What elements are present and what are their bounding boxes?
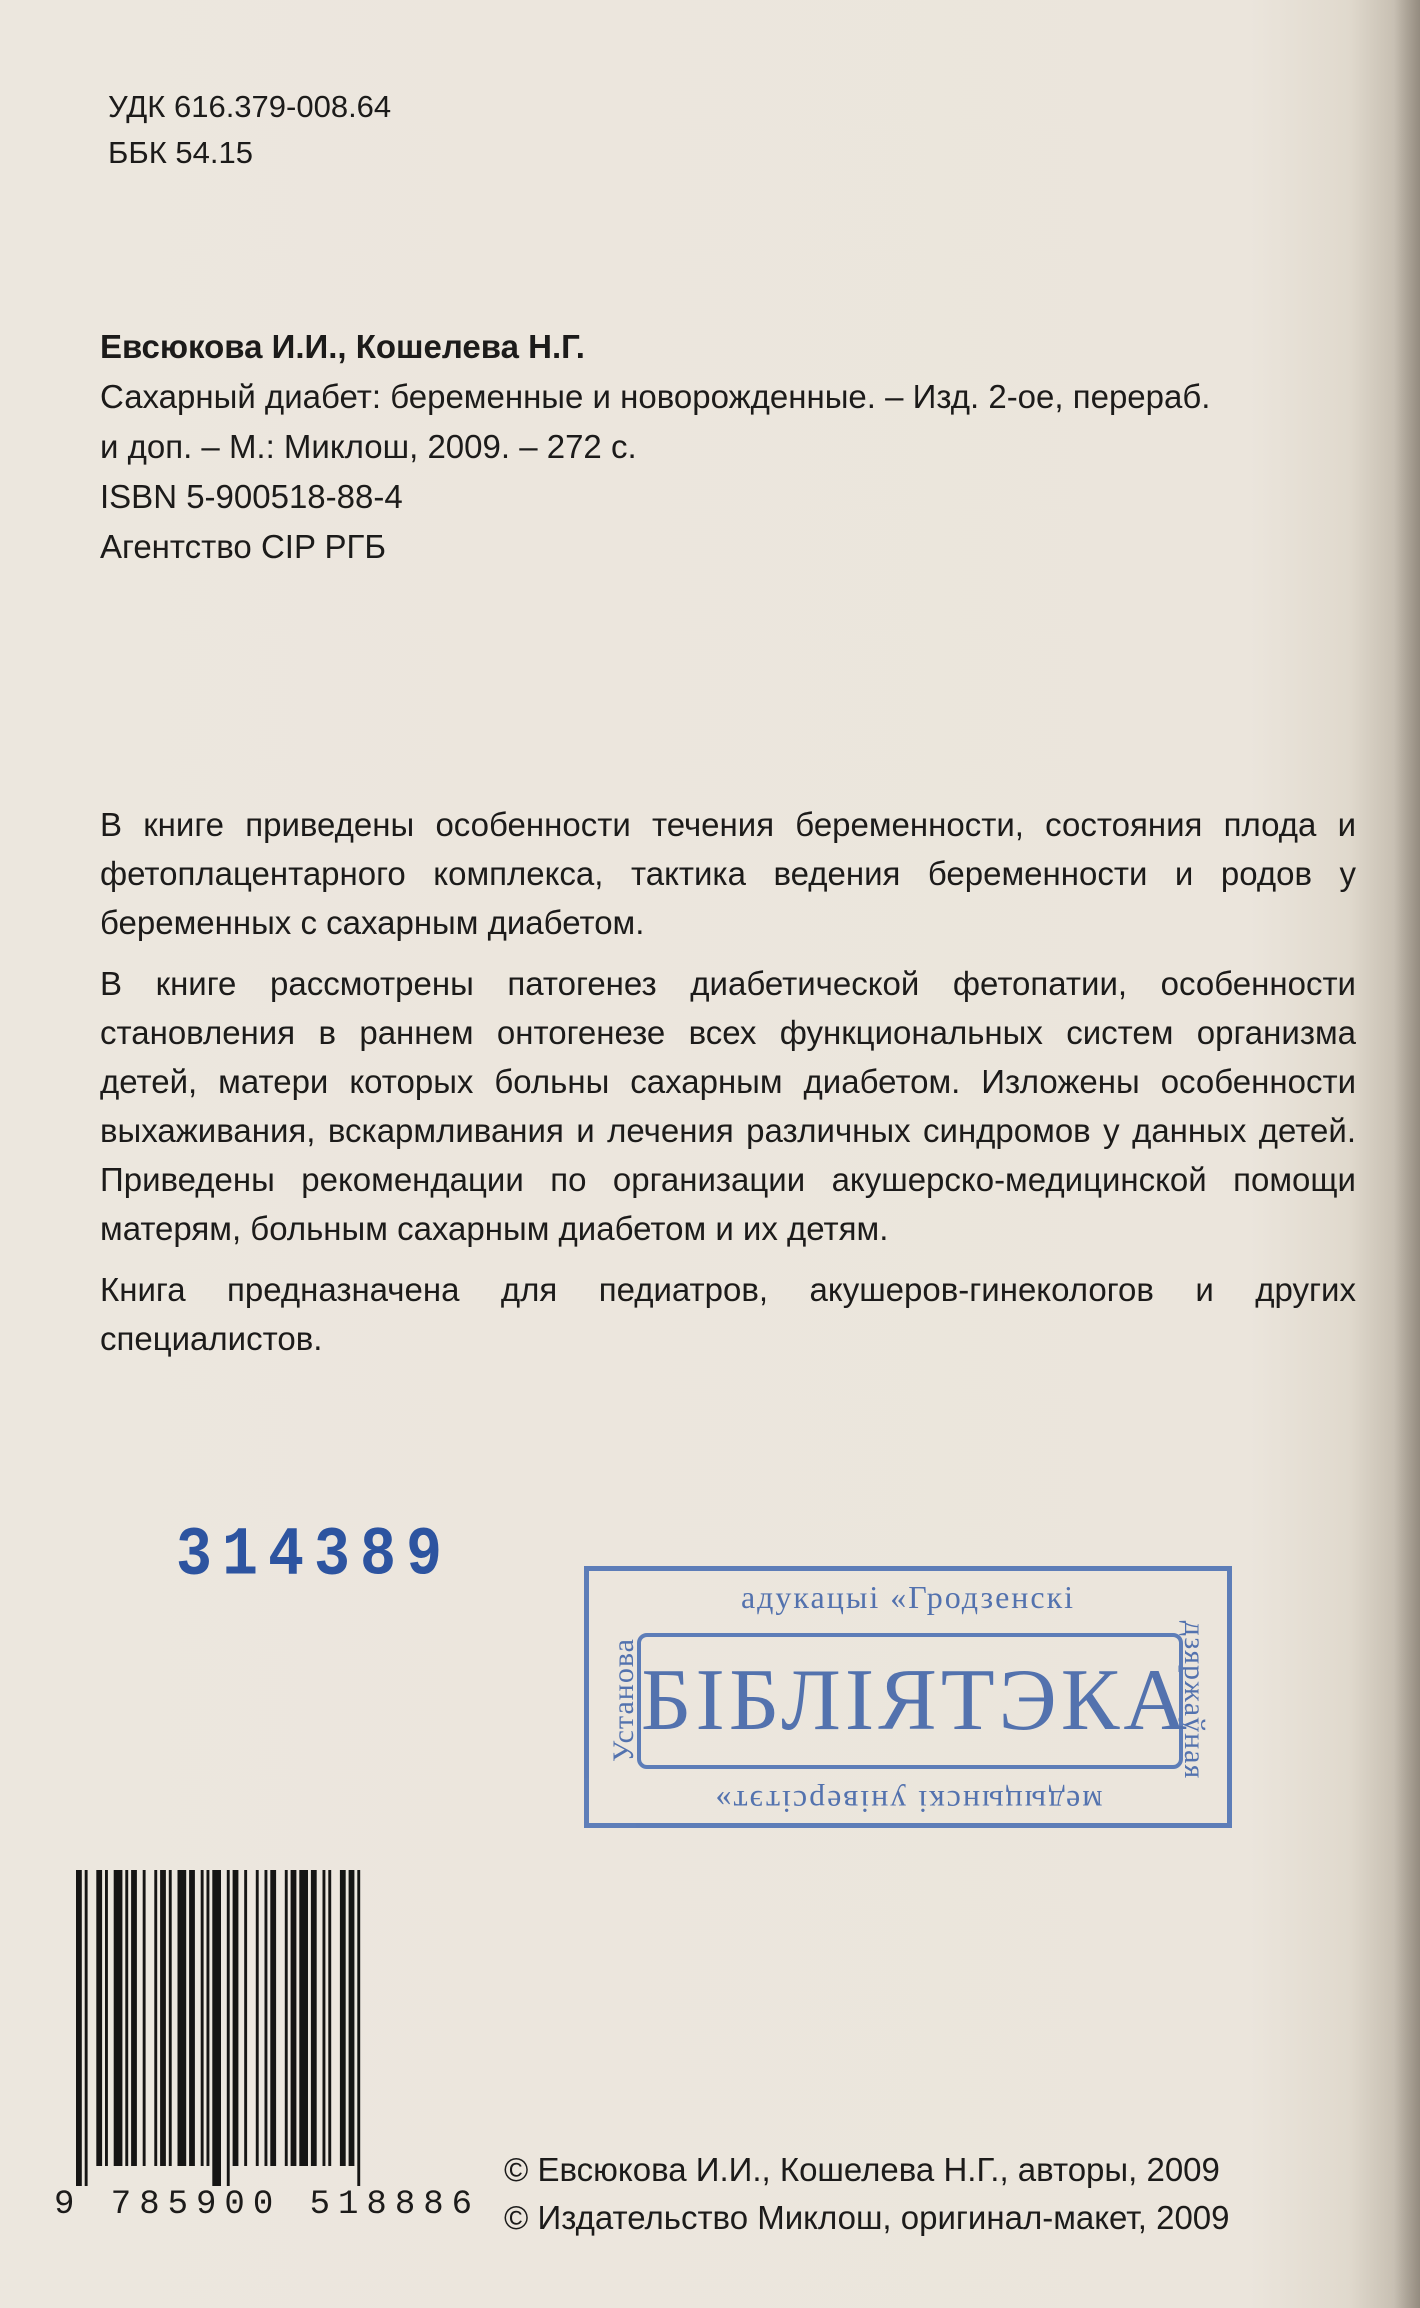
barcode-digits: 9 785900 518886	[54, 2186, 481, 2224]
bibliographic-record	[100, 322, 1360, 572]
barcode-bar	[201, 1870, 204, 2166]
copyright-block	[504, 2146, 1230, 2242]
abstract-paragraph: В книге приведены особенности течения беременности, состояния плода и фетоплацентарного комплекса, тактика ведения беременности и родов у беременных с сахарным диабетом.	[100, 806, 1356, 941]
isbn: ISBN 5-900518-88-4	[100, 478, 403, 515]
book-abstract	[100, 800, 1356, 1375]
barcode-bar	[227, 1870, 230, 2186]
barcode-bar	[207, 1870, 210, 2166]
bbk-code: ББК 54.15	[108, 135, 253, 170]
barcode-bar	[154, 1870, 157, 2166]
barcode-bar	[114, 1870, 123, 2166]
inventory-number: 314389	[176, 1516, 453, 1596]
barcode-bar	[299, 1870, 308, 2166]
barcode-bar	[357, 1870, 360, 2186]
barcode-bar	[270, 1870, 276, 2166]
copyright-publisher: © Издательство Миклош, оригинал-макет, 2009	[504, 2199, 1230, 2236]
abstract-paragraph: В книге рассмотрены патогенез диабетической фетопатии, особенности становления в раннем онтогенезе всех функциональных систем организма детей, матери которых больны сахарным диабетом. Изложены особенности выхаживания, вскармливания и лечения различных синдромов у данных детей. Приведены рекомендации по организации акушерско-медицинской помощи матерям, больным сахарным диабетом и их детям.	[100, 965, 1356, 1247]
barcode-bar	[143, 1870, 146, 2166]
barcode-bar	[340, 1870, 346, 2166]
spine-shadow	[1394, 0, 1420, 2308]
barcode-bar	[233, 1870, 239, 2166]
stamp-main-text: БІБЛІЯТЭКА	[641, 1652, 1191, 1749]
barcode-bar	[131, 1870, 137, 2166]
stamp-right-text: дзяржаўная	[1178, 1620, 1211, 1780]
isbn-barcode	[70, 1870, 450, 2186]
barcode-bar	[85, 1870, 88, 2186]
barcode-bar	[265, 1870, 268, 2166]
barcode-bar	[169, 1870, 172, 2166]
barcode-bar	[76, 1870, 82, 2186]
barcode-bar	[105, 1870, 108, 2166]
copyright-authors: © Евсюкова И.И., Кошелева Н.Г., авторы, 2009	[504, 2151, 1220, 2188]
barcode-bar	[125, 1870, 128, 2166]
stamp-inner-frame	[637, 1633, 1191, 1769]
library-stamp	[584, 1566, 1232, 1828]
barcode-bar	[244, 1870, 247, 2166]
barcode-bar	[178, 1870, 187, 2166]
barcode-bar	[323, 1870, 326, 2166]
barcode-bar	[349, 1870, 355, 2166]
stamp-left-text: Установа	[607, 1638, 640, 1762]
stamp-bottom-text: медыцынскі універсітэт»	[713, 1784, 1103, 1820]
barcode-bar	[212, 1870, 221, 2186]
barcode-bar	[189, 1870, 195, 2166]
barcode-bar	[311, 1870, 317, 2166]
abstract-paragraph: Книга предназначена для педиатров, акушеров-гинекологов и других специалистов.	[100, 1271, 1356, 1357]
barcode-bar	[291, 1870, 297, 2166]
barcode-bar	[96, 1870, 102, 2166]
barcode-bar	[285, 1870, 288, 2166]
barcode-bar	[256, 1870, 259, 2166]
title-line-1: Сахарный диабет: беременные и новорожденные. – Изд. 2-ое, перераб.	[100, 378, 1211, 415]
stamp-top-text: адукацыі «Гродзенскі	[740, 1579, 1076, 1615]
barcode-bar	[328, 1870, 331, 2166]
classification-block	[108, 84, 391, 176]
udk-code: УДК 616.379-008.64	[108, 89, 392, 124]
title-line-2: и доп. – М.: Миклош, 2009. – 272 с.	[100, 428, 637, 465]
barcode-bar	[160, 1870, 166, 2166]
cip-agency: Агентство CIP РГБ	[100, 528, 387, 565]
authors: Евсюкова И.И., Кошелева Н.Г.	[100, 328, 585, 365]
